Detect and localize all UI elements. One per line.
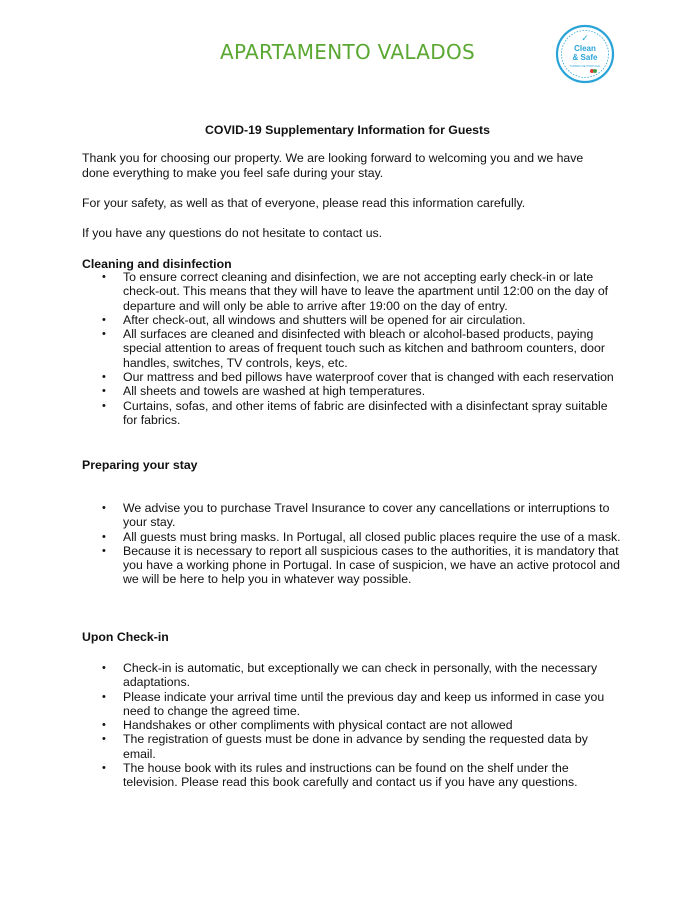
list-item: • The house book with its rules and instructions can be found on the shelf under the television. Please read this book carefully and contact us if you have any questions. xyxy=(102,761,578,790)
bullet-icon: • xyxy=(102,502,106,514)
seal-small: TURISMO DE PORTUGAL xyxy=(569,65,601,68)
list-item: • After check-out, all windows and shutters will be opened for air circulation. xyxy=(102,312,526,327)
section-heading: Preparing your stay xyxy=(82,458,198,472)
bullet-icon: • xyxy=(102,313,106,326)
checkin-list xyxy=(82,661,622,790)
seal-dot-green xyxy=(593,69,597,73)
preparing-list xyxy=(82,501,622,587)
bullet-icon: • xyxy=(102,662,106,674)
brand-title: APARTAMENTO VALADOS xyxy=(219,40,475,64)
bullet-icon: • xyxy=(102,399,106,412)
seal-line1: Clean xyxy=(574,44,596,53)
bullet-icon: • xyxy=(102,530,106,543)
list-item: • We advise you to purchase Travel Insurance to cover any cancellations or interruptions to your stay. xyxy=(102,501,610,530)
clean-safe-seal xyxy=(555,24,615,84)
bullet-icon: • xyxy=(102,371,106,384)
list-item: • Because it is necessary to report all suspicious cases to the authorities, it is mandatory that you have a working phone in Portugal. In case of suspicion, we have an active protocol and we will be here to help you in whatever way possible. xyxy=(102,543,620,587)
bullet-icon: • xyxy=(102,328,106,341)
list-item: • The registration of guests must be done in advance by sending the requested data by email. xyxy=(102,732,588,761)
bullet-icon: • xyxy=(102,733,106,746)
seal-check: ✓ xyxy=(581,34,589,44)
section-heading: Cleaning and disinfection xyxy=(82,257,232,271)
intro-paragraph: Thank you for choosing our property. We are looking forward to welcoming you and we have done everything to make you feel safe during your stay. xyxy=(82,151,584,180)
seal-line2: & Safe xyxy=(572,53,598,62)
cleaning-list xyxy=(82,270,622,427)
intro-paragraph: For your safety, as well as that of everyone, please read this information carefully. xyxy=(82,196,526,210)
list-item: • All surfaces are cleaned and disinfected with bleach or alcohol-based products, paying special attention to areas of frequent touch such as kitchen and bathroom counters, door handles, switches, TV controls, keys, etc. xyxy=(102,327,605,370)
bullet-icon: • xyxy=(102,385,106,398)
list-item: • Handshakes or other compliments with physical contact are not allowed xyxy=(102,718,513,733)
section-heading: Upon Check-in xyxy=(82,630,169,644)
list-item: • Please indicate your arrival time until the previous day and keep us informed in case you need to change the agreed time. xyxy=(102,689,605,718)
list-item: • All sheets and towels are washed at high temperatures. xyxy=(102,384,426,399)
bullet-icon: • xyxy=(102,762,106,775)
doc-title: COVID-19 Supplementary Information for Guests xyxy=(205,123,490,137)
bullet-icon: • xyxy=(102,271,106,283)
bullet-icon: • xyxy=(102,690,106,703)
list-item: • All guests must bring masks. In Portugal, all closed public places require the use of a mask. xyxy=(102,529,621,544)
bullet-icon: • xyxy=(102,719,106,732)
bullet-icon: • xyxy=(102,544,106,557)
list-item: • Our mattress and bed pillows have waterproof cover that is changed with each reservation xyxy=(102,370,614,385)
list-item: • To ensure correct cleaning and disinfection, we are not accepting early check-in or late check-out. This means that they will have to leave the apartment until 12:00 on the day of departure and will only be able to arrive after 19:00 on the day of entry. xyxy=(102,270,609,313)
list-item: • Curtains, sofas, and other items of fabric are disinfected with a disinfectant spray suitable for fabrics. xyxy=(102,398,608,427)
list-item: • Check-in is automatic, but exceptionally we can check in personally, with the necessary adaptations. xyxy=(102,661,598,690)
intro-paragraph: If you have any questions do not hesitate to contact us. xyxy=(82,226,383,240)
